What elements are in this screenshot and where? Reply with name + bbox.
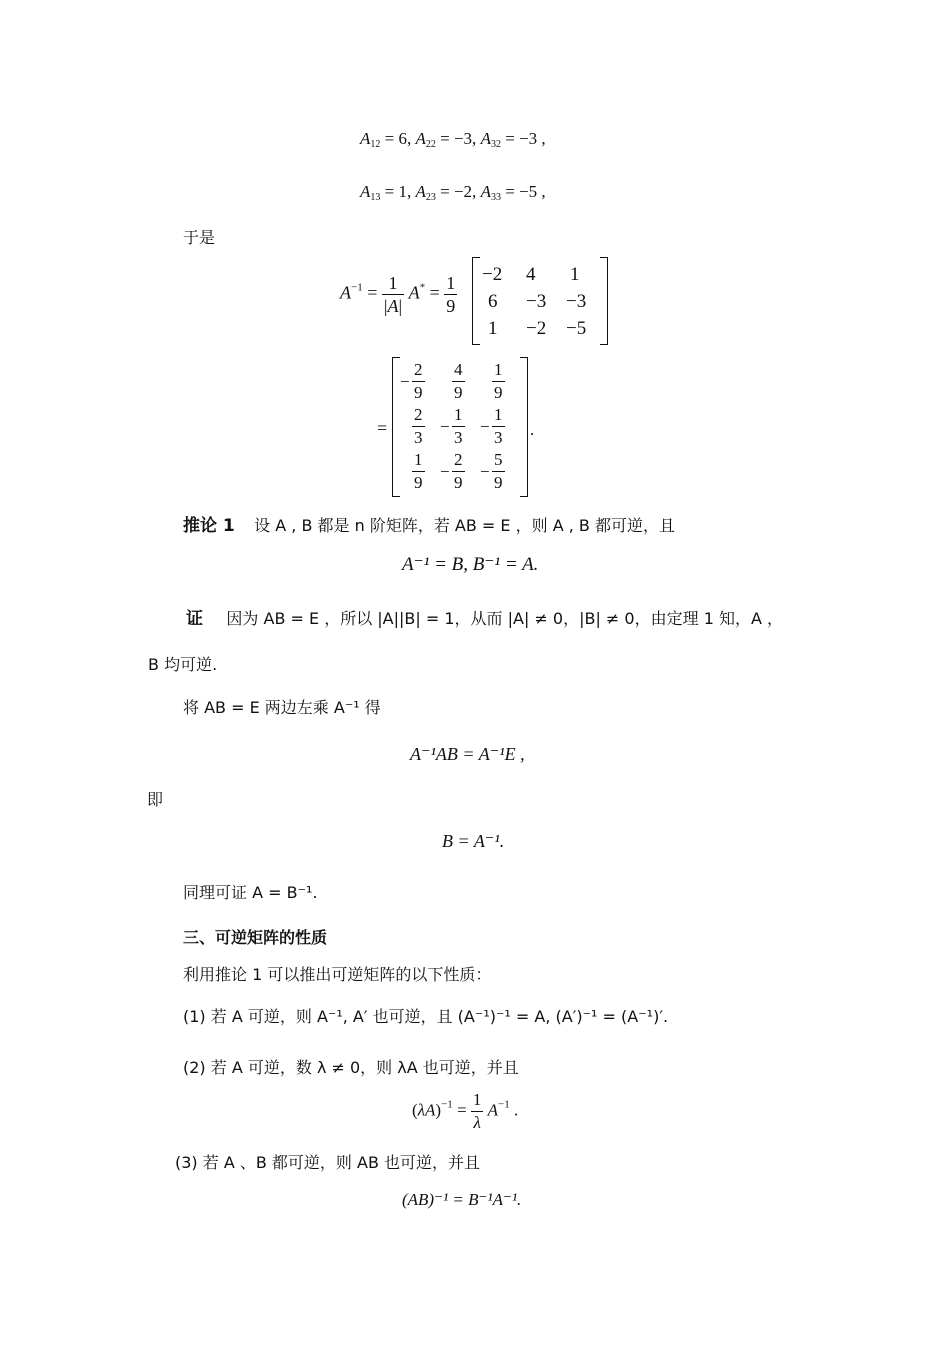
matrix2-cell <box>440 359 480 404</box>
matrix2-cell <box>440 449 480 494</box>
sign: − <box>400 371 410 391</box>
numerator: 2 <box>412 404 425 427</box>
matrix1-cell: 6 <box>488 290 498 312</box>
matrix2-cell <box>440 404 480 449</box>
denominator: 9 <box>414 473 423 492</box>
sign: − <box>480 416 490 436</box>
matrix1-cell: 4 <box>526 263 536 285</box>
proof-text-1: 因为 AB = E ，所以 |A||B| = 1，从而 |A| ≠ 0，|B| ≠ 0，由定理 1 知，A ， <box>226 609 783 628</box>
matrix2-cell <box>480 359 520 404</box>
property-2-formula: $(\lambda A)^{-1}$ = $\frac{1}{\lambda}$ $A^{-1}$ . <box>412 1090 519 1132</box>
corollary-formula: A⁻¹ = B, B⁻¹ = A. <box>402 554 539 575</box>
denominator: 9 <box>454 383 463 402</box>
fraction <box>452 449 465 494</box>
cofactor-line-col2: $A_{12} = 6$, $A_{22} = -3$, $A_{32} = -3$ , <box>360 129 546 150</box>
property-1: (1) 若 A 可逆，则 A⁻¹, A′ 也可逆，且 (A⁻¹)⁻¹ = A, (A′)⁻¹ = (A⁻¹)′. <box>183 1007 669 1026</box>
cofactor-line-col3: $A_{13} = 1$, $A_{23} = -2$, $A_{33} = -5$ , <box>360 182 546 203</box>
proof-label: 证 <box>186 609 203 629</box>
matrix2-cell <box>400 404 440 449</box>
equals-sign: = <box>377 418 388 438</box>
sign: − <box>480 461 490 481</box>
period: . <box>530 420 535 439</box>
numerator: 5 <box>492 449 505 472</box>
numerator: 1 <box>492 404 505 427</box>
corollary-line <box>183 511 675 536</box>
numerator: 1 <box>412 449 425 472</box>
section-title: 三、可逆矩阵的性质 <box>183 928 328 947</box>
corollary-body: 设 A , B 都是 n 阶矩阵，若 AB = E ，则 A , B 都可逆，且 <box>254 516 675 535</box>
matrix2-cell <box>480 449 520 494</box>
matrix1-cell: −2 <box>482 263 503 285</box>
matrix1-cell: −3 <box>526 290 547 312</box>
text-ji: 即 <box>147 790 164 809</box>
matrix2-cell <box>400 359 440 404</box>
numerator: 1 <box>452 404 465 427</box>
property-3-formula: (AB)⁻¹ = B⁻¹A⁻¹. <box>402 1190 522 1209</box>
matrix1-cell: −5 <box>566 317 587 339</box>
corollary-label: 推论 1 <box>183 516 235 536</box>
adjugate-matrix <box>472 257 608 345</box>
fraction <box>492 449 505 494</box>
fraction <box>412 449 425 494</box>
proof-line-1 <box>186 604 783 629</box>
frac-1-over-9: $\frac{1}{9}$ <box>446 273 456 316</box>
fraction <box>492 359 505 404</box>
proof-formula-1: A⁻¹AB = A⁻¹E , <box>410 744 525 764</box>
denominator: 9 <box>414 383 423 402</box>
matrix2-cell <box>400 449 440 494</box>
sign: − <box>440 461 450 481</box>
fraction <box>492 404 505 449</box>
matrix1-cell: 1 <box>570 263 580 285</box>
numerator: 1 <box>492 359 505 382</box>
text-yushi: 于是 <box>183 228 216 247</box>
fraction <box>412 359 425 404</box>
proof-formula-2: B = A⁻¹. <box>442 831 505 851</box>
matrix1-cell: 1 <box>488 317 498 339</box>
inverse-formula-lhs: $A^{-1}$ = $\frac{1}{|A|}$ A* = $\frac{1}{9}$ <box>340 273 456 316</box>
property-3: (3) 若 A 、B 都可逆，则 AB 也可逆，并且 <box>175 1153 481 1172</box>
section-intro: 利用推论 1 可以推出可逆矩阵的以下性质： <box>183 965 492 984</box>
denominator: 3 <box>454 428 463 447</box>
denominator: 9 <box>494 473 503 492</box>
fraction <box>412 404 425 449</box>
proof-text-2: B 均可逆. <box>148 655 218 674</box>
fraction <box>452 404 465 449</box>
matrix1-cell: −2 <box>526 317 547 339</box>
numerator: 2 <box>452 449 465 472</box>
proof-text-3: 将 AB = E 两边左乘 A⁻¹ 得 <box>183 698 381 717</box>
denominator: 3 <box>414 428 423 447</box>
denominator: 9 <box>454 473 463 492</box>
numerator: 4 <box>452 359 465 382</box>
denominator: 9 <box>494 383 503 402</box>
sign: − <box>440 416 450 436</box>
property-2: (2) 若 A 可逆，数 λ ≠ 0，则 λA 也可逆，并且 <box>183 1058 519 1077</box>
proof-text-4: 同理可证 A = B⁻¹. <box>183 883 318 902</box>
fraction <box>452 359 465 404</box>
matrix2-cell <box>480 404 520 449</box>
frac-1-over-lambda: $\frac{1}{\lambda}$ <box>472 1090 482 1132</box>
matrix1-cell: −3 <box>566 290 587 312</box>
numerator: 2 <box>412 359 425 382</box>
inverse-matrix <box>392 357 528 497</box>
frac-1-over-det: $\frac{1}{|A|}$ <box>383 273 403 316</box>
denominator: 3 <box>494 428 503 447</box>
